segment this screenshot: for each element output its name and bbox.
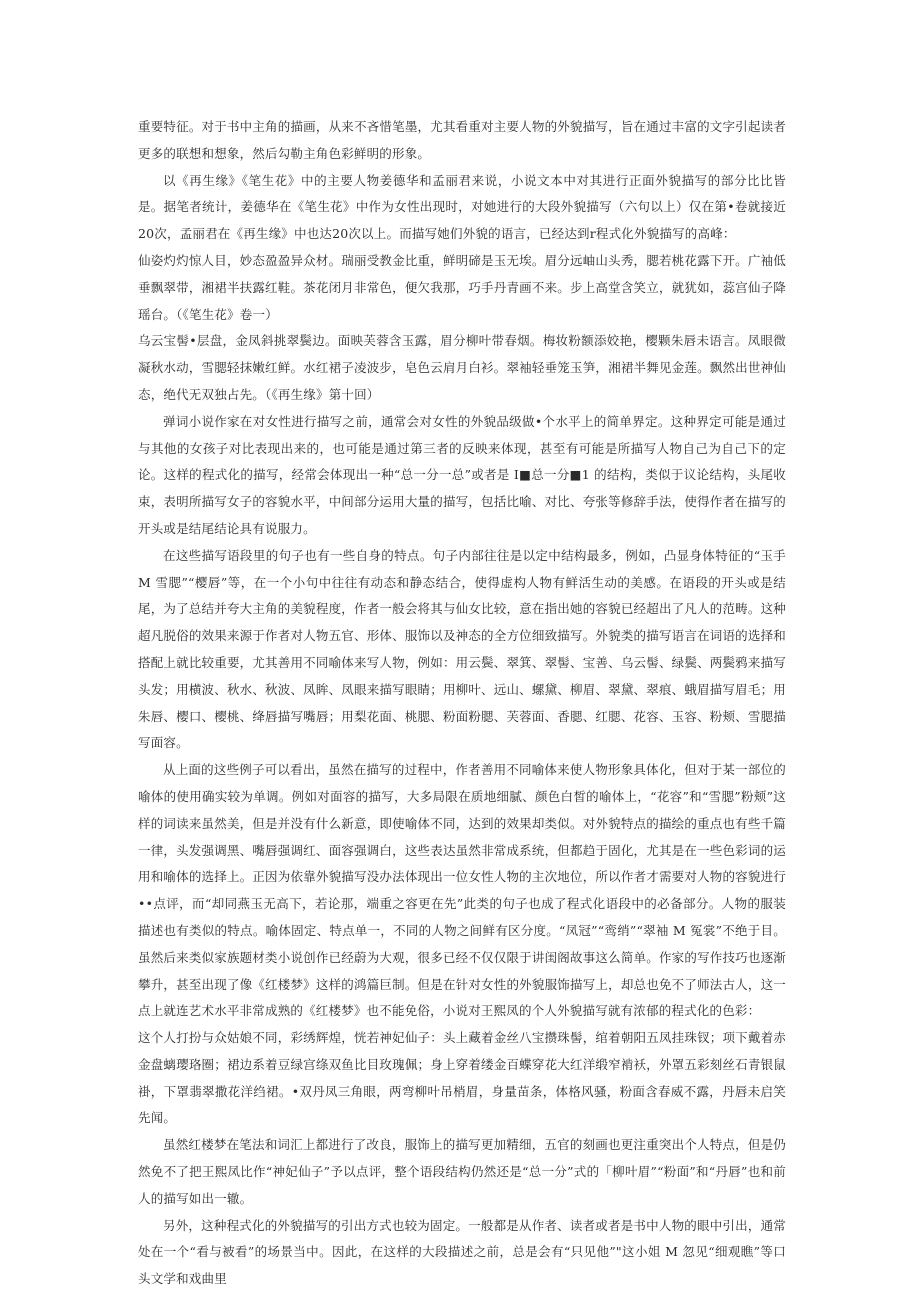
- quote-honglou: 这个人打扮与众姑娘不同，彩绣辉煌，恍若神妃仙子：头上藏着金丝八宝攒珠髻，绾着朝阳五凤挂珠钗；项下戴着赤金盘螭璎珞圈；裙边系着豆绿宫绦双鱼比目玫瑰佩；身上穿着缕金百蝶穿花大红洋缎窄褃袄，外罩五彩刻丝石青银鼠褂，下罩翡翠撒花洋绉裙。•双丹凤三角眼，两弯柳叶吊梢眉，身量苗条，体格风骚，粉面含春威不露，丹唇未启笑先闻。: [138, 1030, 786, 1126]
- paragraph-honglou-comment: 虽然红楼梦在笔法和词汇上都进行了改良，服饰上的描写更加精细，五官的刻画也更注重突出个人特点，但是仍然免不了把王熙凤比作“神妃仙子”予以点评，整个语段结构仍然还是“总一分”式的「柳叶眉”“粉面”和“丹唇”也和前人的描写如出一辙。: [138, 1137, 786, 1206]
- quote-bishenghua: 仙姿灼灼惊人目，妙态盈盈异众材。瑞丽受教金比重，鲜明碲是玉无埃。眉分远岫山头秀，腮若桃花露下开。广袖低垂飘翠带，湘裙半扶露红鞋。茶花闭月非常色，便欠我那，巧手丹青画不来。步上高堂含笑立，就犹如，蕊宫仙子降瑶台。（《笔生花》卷一）: [138, 252, 786, 322]
- paragraph-introduction-pattern: 另外，这种程式化的外貌描写的引出方式也较为固定。一般都是从作者、读者或者是书中人物的眼中引出，通常处在一个“看与被看”的场景当中。因此，在这样的大段描述之前，总是会有“只见他”"这小姐 M 忽见“细观瞧”等口头文学和戏曲里: [138, 1217, 786, 1287]
- paragraph-continuation: 重要特征。对于书中主角的描画，从来不吝惜笔墨，尤其看重对主要人物的外貌描写，旨在通过丰富的文字引起读者更多的联想和想象，然后勾勒主角色彩鲜明的形象。: [138, 119, 786, 161]
- quote-zaishengyuan: 乌云宝髻•层盘，金凤斜挑翠鬓边。面映芙蓉含玉露，眉分柳叶带春烟。梅妆粉额添姣艳，樱颗朱唇未语言。凤眼微凝秋水动，雪腮轻抹嫩红鲜。水红裙子凌波步，皂色云肩月白衫。翠袖轻垂笼玉笋，湘裙半舞见金莲。飘然出世神仙态，绝代无双独占先。（《再生缘》第十回）: [138, 333, 786, 402]
- paragraph-statistics: 以《再生缘》《笔生花》中的主要人物姜德华和孟丽君来说，小说文本中对其进行正面外貌描写的部分比比皆是。据笔者统计，姜德华在《笔生花》中作为女性出现时，对她进行的大段外貌描写（六句以上）仅在第•卷就接近20次，孟丽君在《再生缘》中也达20次以上。而描写她们外貌的语言，已经达到r程式化外貌描写的高峰：: [138, 172, 786, 242]
- paragraph-metaphor-analysis: 从上面的这些例子可以看出，虽然在描写的过程中，作者善用不同喻体来使人物形象具体化，但对于某一部位的喻体的使用确实较为单调。例如对面容的描写，大多局限在质地细腻、颜色白皙的喻体上，“花容”和“雪腮”粉颊”这样的词读来虽然美，但是并没有什么新意，即使喻体不同，达到的效果却类似。对外貌特点的描绘的重点也有些千篇一律，头发强调黑、嘴唇强调红、面容强调白，这些表达虽然非常成系统，但都趋于固化，尤其是在一些色彩词的运用和喻体的选择上。正因为依靠外貌描写没办法体现出一位女性人物的主次地位，所以作者才需要对人物的容貌进行••点评，而“却同燕玉无高下，若论那，端重之容更在先”此类的句子也成了程式化语段中的必备部分。人物的服装描述也有类似的特点。喻体固定、特点单一，不同的人物之间鲜有区分度。“凤冠”“鸾绡”“翠袖 M 冤裳”不绝于目。虽然后来类似家族题材类小说创作已经蔚为大观，很多已经不仅仅限于讲闺阁故事这么简单。作家的写作技巧也逐渐攀升，甚至出现了像《红楼梦》这样的鸿篇巨制。但是在针对女性的外貌服饰描写上，却总也免不了师法古人，这一点上就连艺术水平非常成熟的《红楼梦》也不能免俗，小说对王熙凤的个人外貌描写就有浓郁的程式化的色彩：: [138, 762, 786, 1019]
- document-body: [138, 114, 786, 1293]
- paragraph-sentence-features: 在这些描写语段里的句子也有一些自身的特点。句子内部往往是以定中结构最多，例如，凸显身体特征的“玉手 M 雪腮”“樱唇”等，在一个小句中往往有动态和静态结合，使得虚构人物有鲜活生动的美感。在语段的开头或是结尾，为了总结并夸大主角的美貌程度，作者一般会将其与仙女比较，意在指出她的容貌已经超出了凡人的范畴。这种超凡脱俗的效果来源于作者对人物五官、形体、服饰以及神态的全方位细致描写。外貌类的描写语言在词语的选择和搭配上就比较重要，尤其善用不同喻体来写人物，例如：用云鬓、翠箕、翠髻、宝善、乌云髻、绿鬓、两鬓鸦来描写头发；用横波、秋水、秋波、凤眸、凤眼来描写眼睛；用柳叶、远山、螺黛、柳眉、翠黛、翠痕、蛾眉描写眉毛；用朱唇、樱口、樱桃、绛唇描写嘴唇；用梨花面、桃腮、粉面粉腮、芙蓉面、香腮、红腮、花容、玉容、粉颊、雪腮描写面容。: [138, 547, 786, 751]
- paragraph-structure: 弹词小说作家在对女性进行描写之前，通常会对女性的外貌品级做•个水平上的简单界定。这种界定可能是通过与其他的女孩子对比表现出来的，也可能是通过第三者的反映来体现，甚至有可能是所描写人物自己为自己下的定论。这样的程式化的描写，经常会体现出一种“总一分一总”或者是 I■总一分■1 的结构，类似于议论结构，头尾收束，表明所描写女子的容貌水平，中间部分运用大量的描写，包括比喻、对比、夸张等修辞手法，使得作者在描写的开头或是结尾结论具有说服力。: [138, 413, 786, 536]
